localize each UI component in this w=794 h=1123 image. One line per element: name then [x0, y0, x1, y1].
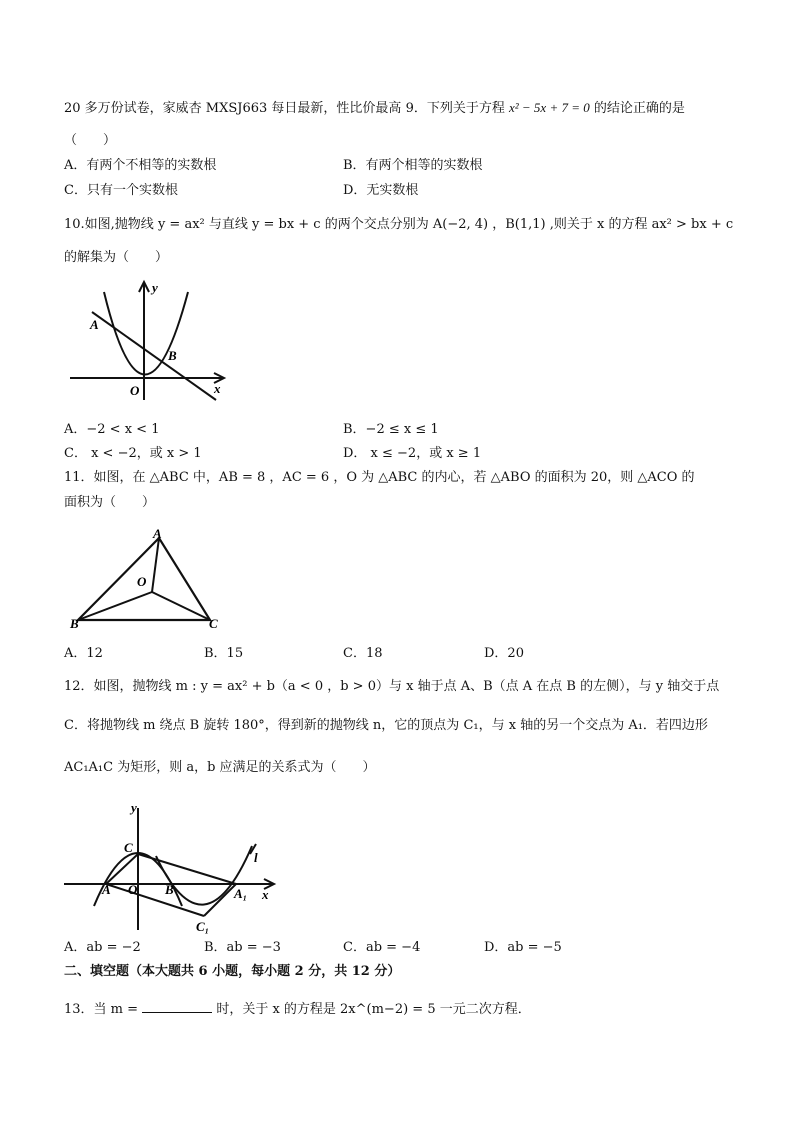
q12-option-d: D．ab = −5: [484, 940, 562, 955]
q13-stem: [64, 998, 531, 1020]
q11-label-a: A: [153, 526, 162, 541]
q12-label-y: y: [131, 800, 137, 815]
q11-stem-line1: 11．如图，在 △ABC 中，AB = 8 ，AC = 6 ，O 为 △ABC 的内心，若 △ABO 的面积为 20，则 △ACO 的: [64, 470, 695, 485]
q12-label-c: C: [124, 840, 133, 855]
q10-option-a: A．−2 < x < 1: [64, 422, 160, 437]
q9-paren: （ ）: [64, 133, 117, 148]
q10-label-b: B: [168, 348, 177, 363]
q9-equation: x² − 5x + 7 = 0: [508, 100, 590, 115]
q9-option-a: A．有两个不相等的实数根: [64, 158, 217, 173]
q10-label-x: x: [214, 381, 221, 396]
q9-option-b: B．有两个相等的实数根: [343, 158, 483, 173]
q12-label-l: l: [254, 850, 258, 865]
q12-option-a: A．ab = −2: [64, 940, 141, 955]
q13-text-after: 时，关于 x 的方程是 2x^(m−2) = 5 一元二次方程．: [216, 1002, 531, 1017]
q11-stem-line2: 面积为（ ）: [64, 495, 156, 510]
q12-option-c: C．ab = −4: [343, 940, 421, 955]
q11-segment-ao: [152, 538, 159, 592]
q9-stem-suffix: 的结论正确的是: [589, 101, 685, 116]
q9-option-c: C．只有一个实数根: [64, 183, 178, 198]
q9-stem: [64, 98, 685, 119]
q11-figure: [64, 524, 234, 636]
q10-option-b: B．−2 ≤ x ≤ 1: [343, 422, 439, 437]
q12-label-c1: C₁: [196, 919, 210, 934]
q12-label-a: A: [102, 882, 111, 897]
q12-label-a1: A₁: [234, 886, 248, 901]
q11-option-c: C．18: [343, 646, 383, 661]
q12-figure: [64, 798, 284, 936]
q10-figure: [64, 272, 234, 407]
q13-answer-blank[interactable]: [142, 998, 212, 1013]
q11-segment-bo: [78, 592, 152, 620]
q10-option-d: D． x ≤ −2，或 x ≥ 1: [343, 446, 482, 461]
q12-option-b: B．ab = −3: [204, 940, 281, 955]
q11-label-c: C: [209, 616, 218, 631]
q10-line: [92, 312, 216, 400]
q10-label-y: y: [152, 280, 158, 295]
q10-stem-line1: 10.如图,抛物线 y = ax² 与直线 y = bx + c 的两个交点分别为 A(−2, 4) ，B(1,1) ,则关于 x 的方程 ax² > bx + c: [64, 217, 734, 232]
q11-option-d: D．20: [484, 646, 524, 661]
section-2-heading: 二、填空题（本大题共 6 小题，每小题 2 分，共 12 分）: [64, 964, 401, 979]
q11-label-o: O: [137, 574, 147, 589]
q12-stem-line3: AC₁A₁C 为矩形，则 a，b 应满足的关系式为（ ）: [64, 760, 376, 775]
q10-label-o: O: [130, 383, 140, 398]
q12-stem-line2: C．将抛物线 m 绕点 B 旋转 180°，得到新的抛物线 n，它的顶点为 C₁，与 x 轴的另一个交点为 A₁．若四边形: [64, 718, 708, 733]
q11-option-b: B．15: [204, 646, 244, 661]
q12-stem-line1: 12．如图，抛物线 m : y = ax² + b（a < 0 ，b > 0）与 x 轴于点 A、B（点 A 在点 B 的左侧），与 y 轴交于点: [64, 679, 720, 694]
q10-label-a: A: [90, 317, 99, 332]
q9-stem-prefix: 20 多万份试卷，家威杏 MXSJ663 每日最新，性比价最高 9．下列关于方程: [64, 101, 509, 116]
q13-text-before: 13．当 m =: [64, 1002, 139, 1017]
q12-label-o: O: [128, 882, 138, 897]
q10-option-c: C． x < −2，或 x > 1: [64, 446, 202, 461]
q12-segment-c1a1: [204, 884, 236, 916]
q12-label-x: x: [262, 887, 269, 902]
q9-option-d: D．无实数根: [343, 183, 419, 198]
q10-stem-line2: 的解集为（ ）: [64, 250, 169, 265]
q11-option-a: A．12: [64, 646, 103, 661]
q12-label-b: B: [165, 882, 174, 897]
q11-label-b: B: [70, 616, 79, 631]
q12-segment-ac: [106, 854, 138, 884]
q12-segment-ca1: [138, 854, 236, 884]
